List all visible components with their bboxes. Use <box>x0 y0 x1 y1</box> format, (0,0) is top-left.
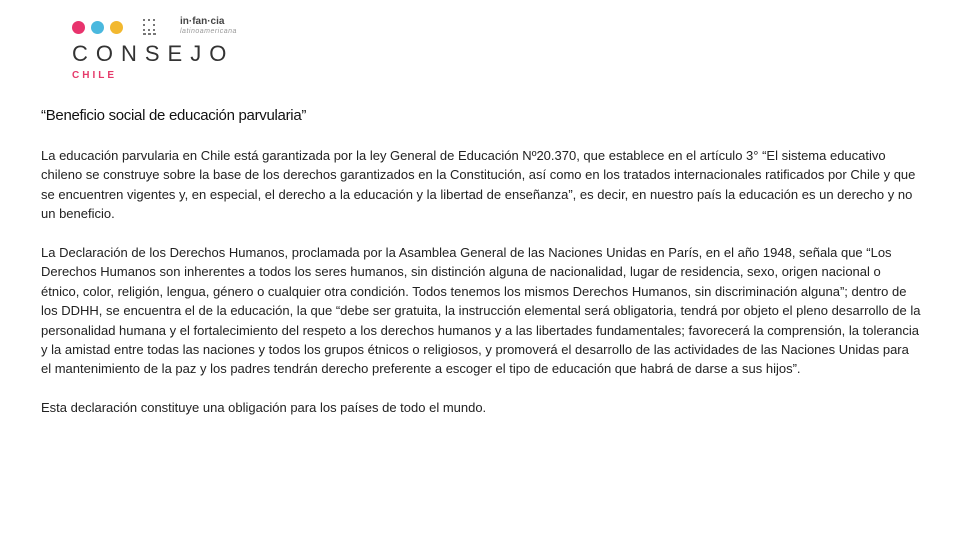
logo-dots <box>72 21 123 34</box>
logo-country: CHILE <box>72 70 117 81</box>
paragraph: La Declaración de los Derechos Humanos, proclamada por la Asamblea General de las Naciones Unidas en París, en el año 1948, señala que “Los Derechos Humanos son inherentes a todos los seres humanos, sin distinción alguna de nacionalidad, lugar de residencia, sexo, origen nacional o étnico, color, religión, lengua, género o cualquier otra condición. Todos tenemos los mismos Derechos Humanos, sin discriminación alguna”; dentro de los DDHH, se encuentra el de la educación, la que “debe ser gratuita, la instrucción elemental será obligatoria, tendrá por objeto el pleno desarrollo de la personalidad humana y el fortalecimiento del respeto a los derechos humanos y a las libertades fundamentales; favorecerá la comprensión, la tolerancia y la amistad entre todas las naciones y todos los grupos étnicos o religiosos, y promoverá el desarrollo de las actividades de las Naciones Unidas para el mantenimiento de la paz y los padres tendrán derecho preferente a escoger el tipo de educación que habrá de darse a sus hijos”. <box>41 245 921 377</box>
logo-dot-pink <box>72 21 85 34</box>
logo-grid-icon <box>142 18 160 36</box>
logo-tagline: in·fan·cia <box>180 16 225 27</box>
consejo-chile-logo <box>72 14 272 84</box>
document-title: “Beneficio social de educación parvularia” <box>41 107 307 124</box>
logo-name: CONSEJO <box>72 41 235 66</box>
document-body <box>41 146 921 437</box>
paragraph: Esta declaración constituye una obligación para los países de todo el mundo. <box>41 400 487 416</box>
logo-dot-blue <box>91 21 104 34</box>
logo-tagline-sub: latinoamericana <box>180 28 237 35</box>
logo-dot-yellow <box>110 21 123 34</box>
paragraph: La educación parvularia en Chile está garantizada por la ley General de Educación Nº20.370, que establece en el artículo 3° “El sistema educativo chileno se construye sobre la base de los derechos garantizados en la Constitución, así como en los tratados internacionales ratificados por Chile y que se encuentren vigentes y, en especial, el derecho a la educación y la libertad de enseñanza”, es decir, en nuestro país la educación es un derecho y no un beneficio. <box>41 148 916 222</box>
